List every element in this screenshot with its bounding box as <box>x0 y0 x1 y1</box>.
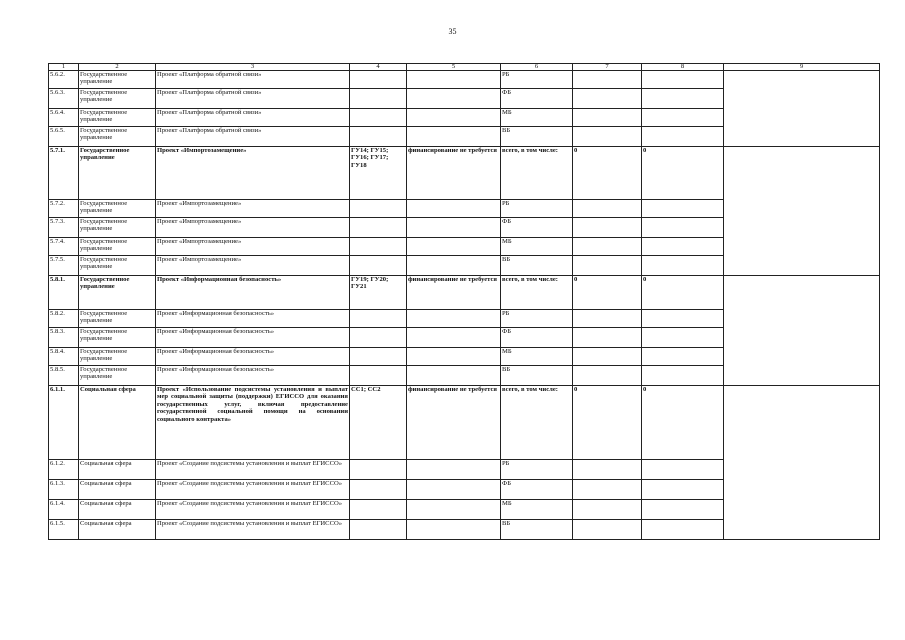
row-financing <box>407 460 501 480</box>
row-organization: Социальная сфера <box>79 480 156 500</box>
row-codes <box>350 256 407 276</box>
column-header: 2 <box>79 64 156 71</box>
row-col8: 0 <box>642 276 724 310</box>
row-col8 <box>642 89 724 109</box>
row-financing <box>407 218 501 238</box>
row-project: Проект «Информационная безопасность» <box>156 276 350 310</box>
row-financing <box>407 256 501 276</box>
row-col7 <box>573 109 642 127</box>
row-col7 <box>573 200 642 218</box>
row-codes <box>350 460 407 480</box>
row-organization: Социальная сфера <box>79 460 156 480</box>
row-financing <box>407 71 501 89</box>
row-col7 <box>573 366 642 386</box>
row-codes <box>350 127 407 147</box>
row-project: Проект «Создание подсистемы установления и выплат ЕГИССО» <box>156 460 350 480</box>
row-project: Проект «Создание подсистемы установления и выплат ЕГИССО» <box>156 480 350 500</box>
row-financing <box>407 348 501 366</box>
row-col8 <box>642 348 724 366</box>
row-col7: 0 <box>573 386 642 460</box>
row-col8 <box>642 238 724 256</box>
row-organization: Государственное управление <box>79 328 156 348</box>
row-number: 5.6.5. <box>49 127 79 147</box>
column-header: 8 <box>642 64 724 71</box>
row-source: ФБ <box>501 480 573 500</box>
row-number: 6.1.3. <box>49 480 79 500</box>
row-col8: 0 <box>642 386 724 460</box>
row-financing <box>407 520 501 540</box>
row-col8: 0 <box>642 147 724 200</box>
row-financing: финансирование не требуется <box>407 147 501 200</box>
row-project: Проект «Импортозамещение» <box>156 238 350 256</box>
column-header: 5 <box>407 64 501 71</box>
row-codes <box>350 500 407 520</box>
row-col8 <box>642 480 724 500</box>
column-header: 4 <box>350 64 407 71</box>
row-source: РБ <box>501 71 573 89</box>
row-number: 5.8.1. <box>49 276 79 310</box>
row-number: 6.1.5. <box>49 520 79 540</box>
row-project: Проект «Платформа обратной связи» <box>156 71 350 89</box>
row-col7 <box>573 460 642 480</box>
row-organization: Государственное управление <box>79 200 156 218</box>
row-col8 <box>642 310 724 328</box>
row-codes <box>350 89 407 109</box>
column-header: 9 <box>724 64 880 71</box>
row-project: Проект «Платформа обратной связи» <box>156 89 350 109</box>
row-col7 <box>573 256 642 276</box>
row-number: 5.7.5. <box>49 256 79 276</box>
row-financing <box>407 200 501 218</box>
row-project: Проект «Импортозамещение» <box>156 147 350 200</box>
row-organization: Социальная сфера <box>79 520 156 540</box>
row-col7 <box>573 310 642 328</box>
row-number: 5.6.4. <box>49 109 79 127</box>
row-codes <box>350 348 407 366</box>
row-col7 <box>573 328 642 348</box>
row-codes <box>350 218 407 238</box>
row-col8 <box>642 328 724 348</box>
row-codes: СС1; СС2 <box>350 386 407 460</box>
row-financing <box>407 310 501 328</box>
row-source: ВБ <box>501 127 573 147</box>
page-number: 35 <box>448 27 457 36</box>
row-project: Проект «Использование подсистемы установления и выплат мер социальной защиты (поддержки) ЕГИССО для оказания государственных услуг, включая предоставление государственной социальной помощи на основании социального контракта» <box>156 386 350 460</box>
row-col8 <box>642 218 724 238</box>
row-financing <box>407 127 501 147</box>
row-col8 <box>642 500 724 520</box>
row-source: всего, в том числе: <box>501 386 573 460</box>
row-number: 5.8.5. <box>49 366 79 386</box>
row-col7: 0 <box>573 147 642 200</box>
row-project: Проект «Создание подсистемы установления и выплат ЕГИССО» <box>156 500 350 520</box>
row-organization: Государственное управление <box>79 147 156 200</box>
row-organization: Государственное управление <box>79 218 156 238</box>
table-row <box>49 386 880 460</box>
row-financing <box>407 328 501 348</box>
header-row <box>49 64 880 71</box>
row-codes <box>350 238 407 256</box>
row-col7 <box>573 520 642 540</box>
row-number: 5.8.4. <box>49 348 79 366</box>
row-financing: финансирование не требуется <box>407 386 501 460</box>
row-source: РБ <box>501 460 573 480</box>
row-project: Проект «Импортозамещение» <box>156 256 350 276</box>
row-col8 <box>642 366 724 386</box>
row-organization: Государственное управление <box>79 256 156 276</box>
row-financing: финансирование не требуется <box>407 276 501 310</box>
row-codes <box>350 328 407 348</box>
row-source: ВБ <box>501 256 573 276</box>
row-financing <box>407 480 501 500</box>
row-financing <box>407 89 501 109</box>
row-organization: Государственное управление <box>79 276 156 310</box>
row-col7 <box>573 480 642 500</box>
row-col8 <box>642 460 724 480</box>
row-col7 <box>573 348 642 366</box>
row-source: МБ <box>501 500 573 520</box>
row-source: РБ <box>501 200 573 218</box>
row-number: 5.8.3. <box>49 328 79 348</box>
row-number: 5.7.2. <box>49 200 79 218</box>
row-project: Проект «Информационная безопасность» <box>156 366 350 386</box>
column-header: 3 <box>156 64 350 71</box>
row-number: 6.1.2. <box>49 460 79 480</box>
table-row <box>49 147 880 200</box>
row-col8 <box>642 109 724 127</box>
row-number: 5.8.2. <box>49 310 79 328</box>
row-codes <box>350 200 407 218</box>
row-codes <box>350 480 407 500</box>
row-project: Проект «Импортозамещение» <box>156 218 350 238</box>
row-col8 <box>642 71 724 89</box>
row-source: всего, в том числе: <box>501 276 573 310</box>
row-col8 <box>642 520 724 540</box>
row-col7 <box>573 71 642 89</box>
row-codes: ГУ19; ГУ20; ГУ21 <box>350 276 407 310</box>
row-financing <box>407 238 501 256</box>
row-codes <box>350 520 407 540</box>
row-financing <box>407 500 501 520</box>
row-organization: Государственное управление <box>79 127 156 147</box>
row-number: 5.7.1. <box>49 147 79 200</box>
row-source: ВБ <box>501 366 573 386</box>
row-project: Проект «Информационная безопасность» <box>156 348 350 366</box>
row-col9 <box>724 386 880 540</box>
row-col8 <box>642 256 724 276</box>
row-financing <box>407 109 501 127</box>
row-col7 <box>573 127 642 147</box>
row-col9 <box>724 276 880 386</box>
row-source: ФБ <box>501 218 573 238</box>
row-project: Проект «Платформа обратной связи» <box>156 109 350 127</box>
column-header: 6 <box>501 64 573 71</box>
table-row <box>49 276 880 310</box>
row-organization: Государственное управление <box>79 109 156 127</box>
row-col9 <box>724 147 880 276</box>
row-col7: 0 <box>573 276 642 310</box>
row-source: ФБ <box>501 328 573 348</box>
row-source: МБ <box>501 238 573 256</box>
table-body <box>49 71 880 540</box>
row-codes <box>350 109 407 127</box>
row-col7 <box>573 89 642 109</box>
row-project: Проект «Создание подсистемы установления и выплат ЕГИССО» <box>156 520 350 540</box>
row-organization: Государственное управление <box>79 238 156 256</box>
row-organization: Государственное управление <box>79 348 156 366</box>
row-codes: ГУ14; ГУ15; ГУ16; ГУ17; ГУ18 <box>350 147 407 200</box>
row-number: 6.1.4. <box>49 500 79 520</box>
row-organization: Государственное управление <box>79 366 156 386</box>
budget-table <box>48 63 880 540</box>
row-number: 5.7.3. <box>49 218 79 238</box>
row-col9 <box>724 71 880 147</box>
row-organization: Государственное управление <box>79 310 156 328</box>
row-source: РБ <box>501 310 573 328</box>
row-col8 <box>642 200 724 218</box>
row-organization: Государственное управление <box>79 71 156 89</box>
row-project: Проект «Платформа обратной связи» <box>156 127 350 147</box>
row-col8 <box>642 127 724 147</box>
row-number: 6.1.1. <box>49 386 79 460</box>
row-codes <box>350 366 407 386</box>
column-header: 7 <box>573 64 642 71</box>
column-header: 1 <box>49 64 79 71</box>
row-source: ФБ <box>501 89 573 109</box>
row-source: МБ <box>501 348 573 366</box>
row-source: всего, в том числе: <box>501 147 573 200</box>
row-number: 5.6.3. <box>49 89 79 109</box>
row-project: Проект «Информационная безопасность» <box>156 328 350 348</box>
row-organization: Государственное управление <box>79 89 156 109</box>
table-row <box>49 71 880 89</box>
row-organization: Социальная сфера <box>79 500 156 520</box>
row-codes <box>350 71 407 89</box>
row-number: 5.7.4. <box>49 238 79 256</box>
row-project: Проект «Информационная безопасность» <box>156 310 350 328</box>
row-number: 5.6.2. <box>49 71 79 89</box>
row-col7 <box>573 238 642 256</box>
row-project: Проект «Импортозамещение» <box>156 200 350 218</box>
row-organization: Социальная сфера <box>79 386 156 460</box>
row-codes <box>350 310 407 328</box>
row-financing <box>407 366 501 386</box>
row-col7 <box>573 500 642 520</box>
row-source: ВБ <box>501 520 573 540</box>
row-source: МБ <box>501 109 573 127</box>
row-col7 <box>573 218 642 238</box>
